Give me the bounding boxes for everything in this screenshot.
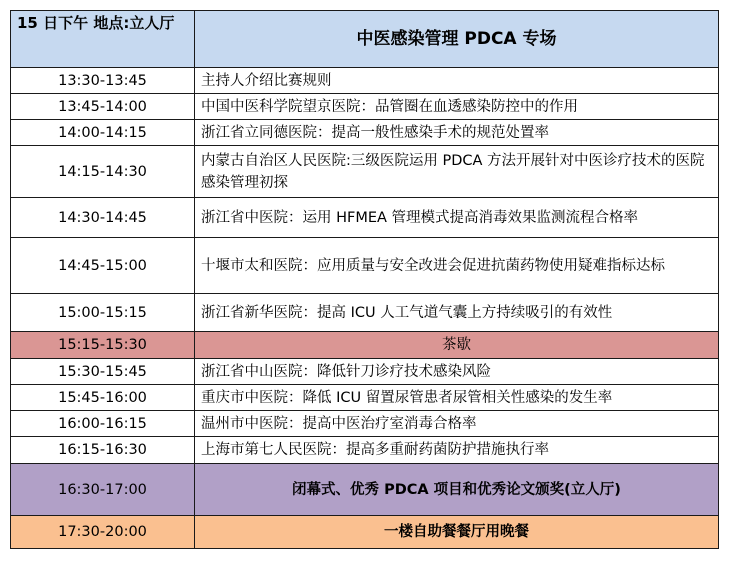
time-cell: 15:45-16:00: [11, 385, 195, 411]
content-cell: 上海市第七人民医院：提高多重耐药菌防护措施执行率: [195, 437, 719, 464]
closing-ceremony-row: [11, 464, 719, 516]
table-row: [11, 120, 719, 146]
table-row: [11, 437, 719, 464]
content-cell: 闭幕式、优秀 PDCA 项目和优秀论文颁奖(立人厅): [195, 464, 719, 516]
time-cell: 17:30-20:00: [11, 516, 195, 549]
date-location-cell: 15 日下午 地点:立人厅: [11, 11, 195, 68]
schedule-table: [10, 10, 719, 549]
content-cell: 内蒙古自治区人民医院:三级医院运用 PDCA 方法开展针对中医诊疗技术的医院感染管理初探: [195, 146, 719, 198]
time-cell: 16:30-17:00: [11, 464, 195, 516]
content-cell: 重庆市中医院：降低 ICU 留置尿管患者尿管相关性感染的发生率: [195, 385, 719, 411]
content-cell: 主持人介绍比赛规则: [195, 68, 719, 94]
dinner-row: [11, 516, 719, 549]
tea-break-row: [11, 332, 719, 359]
time-cell: 13:30-13:45: [11, 68, 195, 94]
content-cell: 浙江省中山医院：降低针刀诊疗技术感染风险: [195, 359, 719, 385]
time-cell: 15:30-15:45: [11, 359, 195, 385]
content-cell: 浙江省立同德医院：提高一般性感染手术的规范处置率: [195, 120, 719, 146]
table-row: [11, 68, 719, 94]
content-cell: 一楼自助餐餐厅用晚餐: [195, 516, 719, 549]
content-cell: 浙江省中医院：运用 HFMEA 管理模式提高消毒效果监测流程合格率: [195, 198, 719, 238]
table-row: [11, 359, 719, 385]
content-cell: 茶歇: [195, 332, 719, 359]
table-row: [11, 94, 719, 120]
time-cell: 14:00-14:15: [11, 120, 195, 146]
time-cell: 16:15-16:30: [11, 437, 195, 464]
time-cell: 15:15-15:30: [11, 332, 195, 359]
table-row: [11, 198, 719, 238]
content-cell: 中国中医科学院望京医院：品管圈在血透感染防控中的作用: [195, 94, 719, 120]
time-cell: 15:00-15:15: [11, 294, 195, 332]
time-cell: 14:15-14:30: [11, 146, 195, 198]
table-row: [11, 385, 719, 411]
content-cell: 温州市中医院：提高中医治疗室消毒合格率: [195, 411, 719, 437]
table-row: [11, 411, 719, 437]
time-cell: 16:00-16:15: [11, 411, 195, 437]
table-row: [11, 146, 719, 198]
time-cell: 14:30-14:45: [11, 198, 195, 238]
table-header-row: [11, 11, 719, 68]
session-title: 中医感染管理 PDCA 专场: [195, 11, 719, 68]
content-cell: 十堰市太和医院：应用质量与安全改进会促进抗菌药物使用疑难指标达标: [195, 238, 719, 294]
content-cell: 浙江省新华医院：提高 ICU 人工气道气囊上方持续吸引的有效性: [195, 294, 719, 332]
time-cell: 13:45-14:00: [11, 94, 195, 120]
table-row: [11, 294, 719, 332]
time-cell: 14:45-15:00: [11, 238, 195, 294]
table-row: [11, 238, 719, 294]
